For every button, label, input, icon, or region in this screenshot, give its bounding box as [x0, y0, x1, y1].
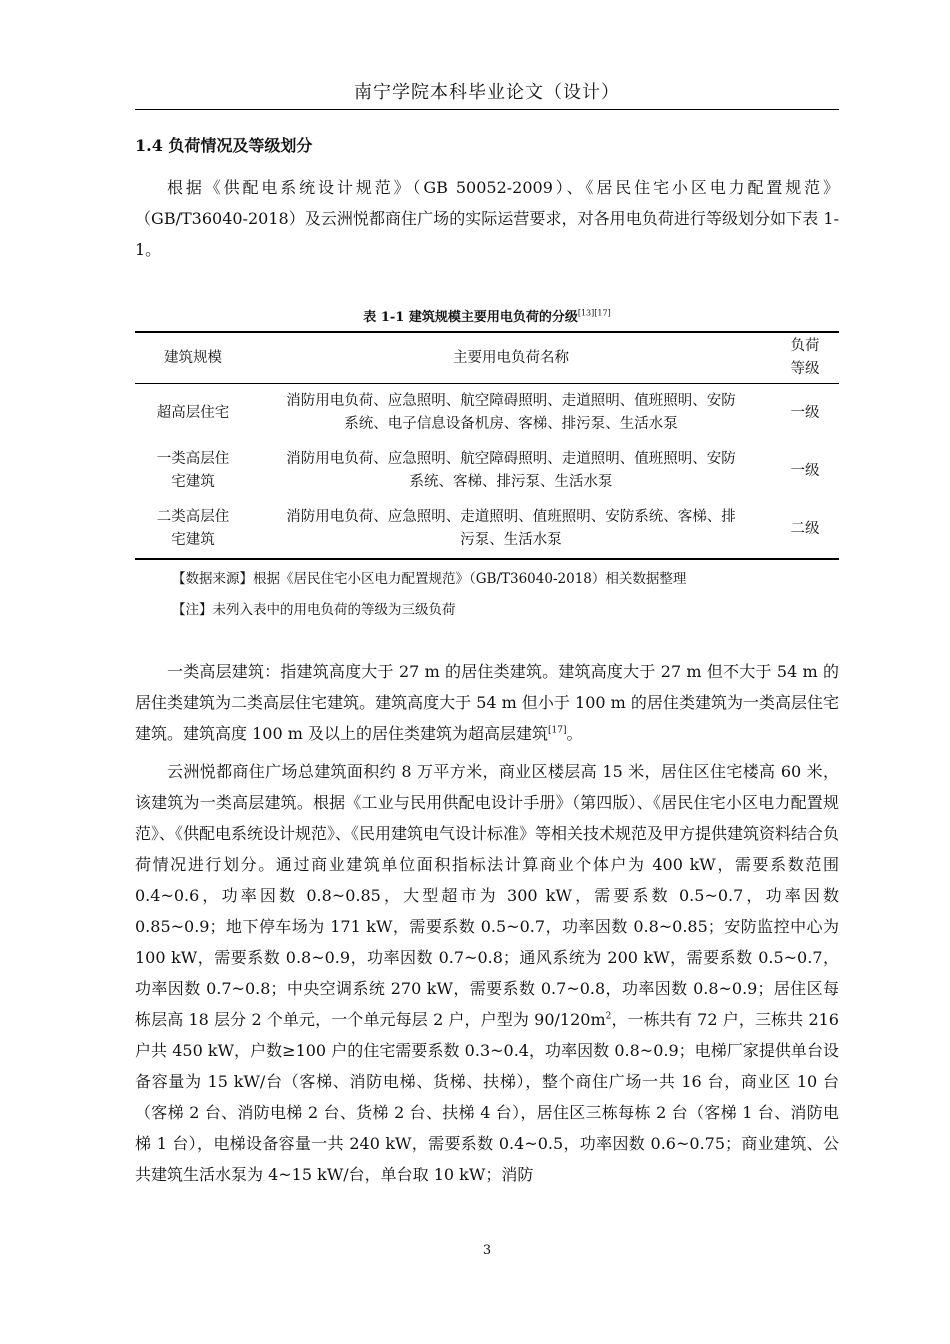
cell-grade: 二级 — [771, 500, 839, 559]
table-source-note: 【数据来源】根据《居民住宅小区电力配置规范》（GB/T36040-2018）相关数据整理 — [172, 571, 687, 587]
table-caption — [135, 306, 839, 325]
cell-loads-line1: 消防用电负荷、应急照明、航空障碍照明、走道照明、值班照明、安防 — [286, 393, 736, 409]
header-grade-line1: 负荷 — [790, 338, 820, 354]
building-definition-paragraph — [135, 656, 839, 749]
p2-text: 一类高层建筑：指建筑高度大于 27 m 的居住类建筑。建筑高度大于 27 m 但不大于 54 m 的居住类建筑为二类高层住宅建筑。建筑高度大于 54 m 但小于 100 m 的居住类建筑为一类高层住宅建筑。建筑高度 100 m 及以上的居住类建筑为超高层建筑 — [135, 662, 839, 743]
p3-text-a: 云洲悦都商住广场总建筑面积约 8 万平方米，商业区楼层高 15 米，居住区住宅楼高 60 米，该建筑为一类高层建筑。根据《工业与民用供配电设计手册》（第四版）、《居民住宅小区电力配置规范》、《供配电系统设计规范》、《民用建筑电气设计标准》等相关技术规范及甲方提供建筑资料结合负荷情况进行划分。通过商业建筑单位面积指标法计算商业个体户为 400 kW，需要系数范围 0.4~0.6，功率因数 0.8~0.85，大型超市为 300 kW，需要系数 0.5~0.7，功率因数 0.85~0.9；地下停车场为 171 kW，需要系数 0.5~0.7，功率因数 0.8~0.85；安防监控中心为 100 kW，需要系数 0.8~0.9，功率因数 0.7~0.8；通风系统为 200 kW，需要系数 0.5~0.7，功率因数 0.7~0.8；中央空调系统 270 kW，需要系数 0.7~0.8，功率因数 0.8~0.9；居住区每栋层高 18 层分 2 个单元，一个单元每层 2 户，户型为 90/120m — [135, 762, 840, 1029]
load-grade-table — [135, 331, 839, 560]
cell-loads-line1: 消防用电负荷、应急照明、航空障碍照明、走道照明、值班照明、安防 — [286, 451, 736, 467]
table-row — [135, 384, 839, 443]
cell-loads-line2: 污泵、生活水泵 — [460, 532, 562, 548]
header-loads: 主要用电负荷名称 — [251, 332, 771, 384]
header-divider — [135, 109, 839, 110]
cell-scale — [135, 384, 251, 443]
table-header-row — [135, 332, 839, 384]
cell-loads — [251, 384, 771, 443]
cell-loads-line2: 系统、客梯、排污泵、生活水泵 — [409, 474, 613, 490]
cell-scale-line2: 宅建筑 — [171, 532, 215, 548]
page-header-title: 南宁学院本科毕业论文（设计） — [354, 82, 620, 103]
cell-scale — [135, 442, 251, 500]
table-row — [135, 442, 839, 500]
cell-grade: 一级 — [790, 462, 820, 479]
page-number: 3 — [482, 1243, 492, 1258]
section-heading: 1.4 负荷情况及等级划分 — [135, 136, 313, 155]
cell-loads — [251, 442, 771, 500]
cell-grade: 一级 — [790, 404, 820, 421]
table-caption-ref: [13][17] — [577, 308, 611, 318]
cell-loads-line1: 消防用电负荷、应急照明、走道照明、值班照明、安防系统、客梯、排 — [286, 509, 736, 525]
header-scale: 建筑规模 — [135, 332, 251, 384]
cell-scale-line1: 一类高层住 — [156, 451, 230, 467]
cell-scale-line1: 二类高层住 — [156, 509, 230, 525]
intro-paragraph: 根据《供配电系统设计规范》（GB 50052-2009）、《居民住宅小区电力配置规范》（GB/T36040-2018）及云洲悦都商住广场的实际运营要求，对各用电负荷进行等级划分如下表 1-1。 — [135, 178, 839, 259]
cell-scale-line1: 超高层住宅 — [156, 404, 230, 421]
header-grade-line2: 等级 — [790, 361, 820, 377]
cell-scale — [135, 500, 251, 559]
p3-text-b: ，一栋共有 72 户，三栋共 216 户共 450 kW，户数≥100 户的住宅需要系数 0.3~0.4，功率因数 0.8~0.9；电梯厂家提供单台设备容量为 15 kW/台（客梯、消防电梯、货梯、扶梯），整个商住广场一共 16 台，商业区 10 台（客梯 2 台、消防电梯 2 台、货梯 2 台、扶梯 4 台），居住区三栋每栋 2 台（客梯 1 台、消防电梯 1 台），电梯设备容量一共 240 kW，需要系数 0.4~0.5，功率因数 0.6~0.75；商业建筑、公共建筑生活水泵为 4~15 kW/台，单台取 10 kW；消防 — [135, 1010, 839, 1184]
load-calculation-paragraph — [135, 756, 839, 1190]
p2-end: 。 — [566, 724, 583, 743]
table-remark: 【注】未列入表中的用电负荷的等级为三级负荷 — [172, 602, 456, 618]
cell-scale-line2: 宅建筑 — [171, 474, 215, 490]
cell-loads — [251, 500, 771, 559]
cell-loads-line2: 系统、电子信息设备机房、客梯、排污泵、生活水泵 — [344, 416, 678, 432]
p2-citation: [17] — [547, 725, 567, 736]
table-row — [135, 500, 839, 559]
header-grade — [771, 332, 839, 384]
table-caption-text: 表 1-1 建筑规模主要用电负荷的分级 — [363, 310, 578, 325]
p3-superscript: 2 — [605, 1011, 612, 1022]
